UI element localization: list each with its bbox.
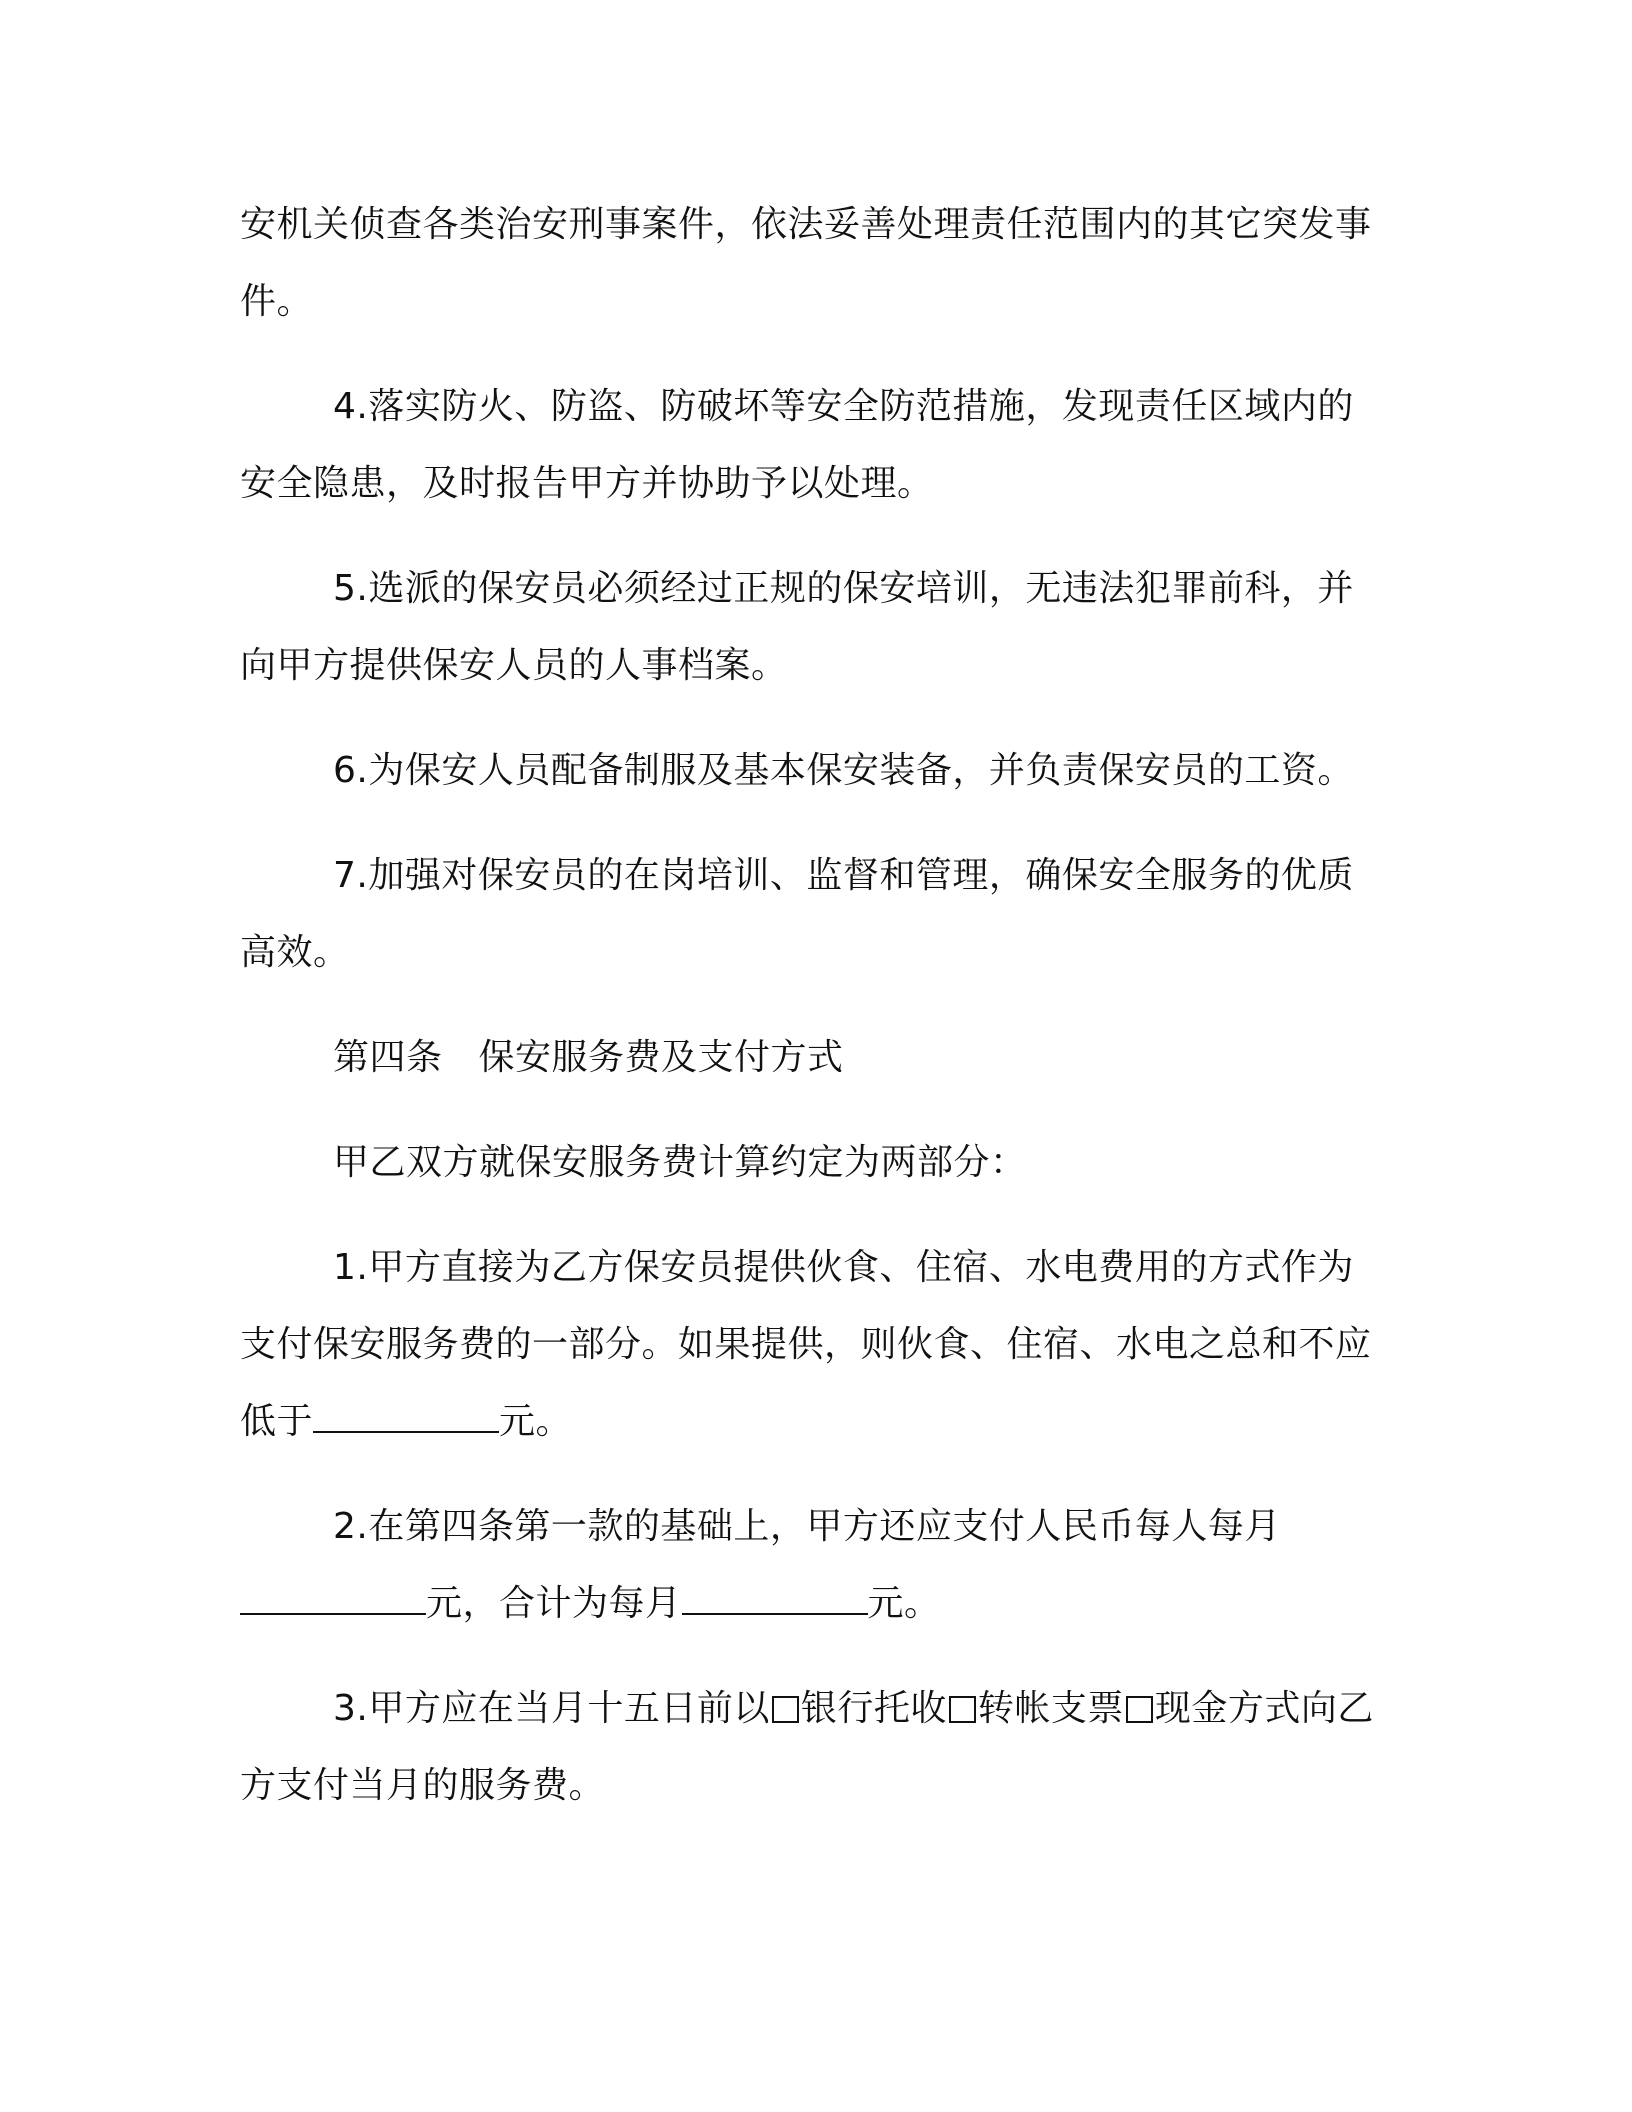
article-title: 保安服务费及支付方式	[478, 1037, 844, 1078]
fee-3-prefix: 3.甲方应在当月十五日前以	[333, 1688, 770, 1729]
paragraph-fee-intro: 甲乙双方就保安服务费计算约定为两部分：	[333, 1142, 1027, 1183]
fee-1-suffix: 元。	[499, 1401, 573, 1442]
paragraph-item-4: 4.落实防火、防盗、防破坏等安全防范措施，发现责任区域内的安全隐患，及时报告甲方并协助予以处理。	[240, 386, 1354, 504]
fee-1-blank-line[interactable]	[313, 1401, 499, 1433]
fee-2-text: 2.在第四条第一款的基础上，甲方还应支付人民币每人每月	[333, 1506, 1281, 1547]
article-number: 第四条	[333, 1037, 443, 1078]
option-transfer-check: 转帐支票	[977, 1688, 1124, 1729]
checkbox-cash[interactable]	[1126, 1696, 1153, 1723]
fee-2-per-person-blank-line[interactable]	[240, 1583, 426, 1615]
article-heading	[240, 1019, 1380, 1096]
paragraph-fee-1	[240, 1229, 1380, 1460]
fee-2-mid: 元，合计为每月	[426, 1583, 682, 1624]
fee-2-total-blank-line[interactable]	[682, 1583, 868, 1615]
fee-1-text: 1.甲方直接为乙方保安员提供伙食、住宿、水电费用的方式作为支付保安服务费的一部分。如果提供，则伙食、住宿、水电之总和不应低于	[240, 1247, 1372, 1442]
paragraph-item-6: 6.为保安人员配备制服及基本保安装备，并负责保安员的工资。	[333, 750, 1354, 791]
option-cash: 现金方式向乙方支付当月的服务费。	[240, 1688, 1374, 1806]
paragraph-continuation: 安机关侦查各类治安刑事案件，依法妥善处理责任范围内的其它突发事件。	[240, 204, 1372, 322]
checkbox-transfer-check[interactable]	[949, 1696, 976, 1723]
option-bank-collection: 银行托收	[800, 1688, 947, 1729]
paragraph-fee-3	[240, 1670, 1380, 1824]
paragraph-fee-2	[240, 1488, 1380, 1642]
document-body	[240, 186, 1380, 1852]
fee-2-suffix: 元。	[867, 1583, 941, 1624]
checkbox-bank-collection[interactable]	[772, 1696, 799, 1723]
paragraph-item-5: 5.选派的保安员必须经过正规的保安培训，无违法犯罪前科，并向甲方提供保安人员的人事档案。	[240, 568, 1354, 686]
paragraph-item-7: 7.加强对保安员的在岗培训、监督和管理，确保安全服务的优质高效。	[240, 855, 1354, 973]
